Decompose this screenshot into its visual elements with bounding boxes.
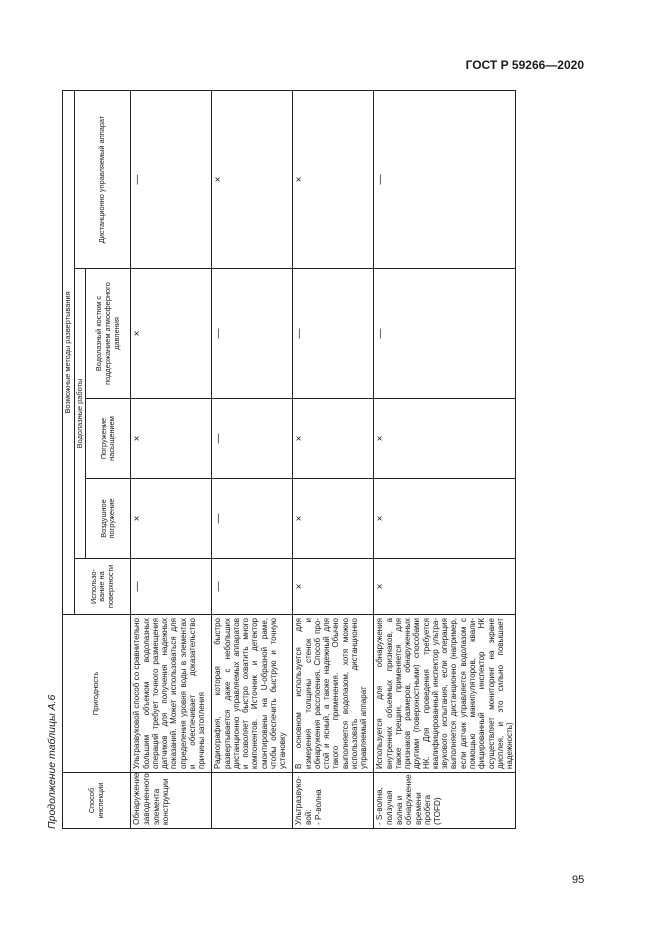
- suitability-cell: В основном используется для измерения толщины стенок и обнаружения расслоения. Способ простой и ясный, а также надежный для такого применения. Обычно выполняется водолазом, хотя можно использовать дистанционно управляемый аппарат: [293, 615, 374, 773]
- surface-use-mark: ×: [293, 559, 374, 615]
- rov-mark: ×: [212, 90, 293, 268]
- rotated-page-content: [46, 91, 520, 829]
- table-row: [374, 90, 516, 828]
- rov-mark: —: [131, 90, 212, 268]
- page-number: 95: [572, 874, 585, 886]
- air-diving-mark: ×: [374, 479, 516, 559]
- surface-use-mark: —: [212, 559, 293, 615]
- atmospheric-suit-mark: —: [293, 269, 374, 399]
- suitability-cell: Радиография, которая быстро развертывается даже с небольших дистанционно управляемых аппаратов и позволяет быстро охватить много компонентов. Источник и детектор смонтированы на U-образной раме, чтобы обеспечить быструю и точную установку: [212, 615, 293, 773]
- rov-mark: —: [374, 90, 516, 268]
- table-caption: Продолжение таблицы А.6: [46, 694, 58, 829]
- air-diving-mark: —: [212, 479, 293, 559]
- method-cell: - S-волна, ползучая волна и обнаружение времени пробега (TOFD): [374, 773, 516, 829]
- header-possible-methods: Возможные методы развертывания: [63, 90, 75, 614]
- table-row: [131, 90, 212, 828]
- method-cell: Ультразвуковой: - Р-волна: [293, 773, 374, 829]
- header-method: Способ инспекции: [63, 773, 131, 829]
- landscape-content: [46, 91, 520, 829]
- saturation-diving-mark: ×: [374, 399, 516, 479]
- suitability-cell: Используется для обнаружения внутренних объемных признаков, а также трещин, применяется для признаков размеров, обнаруженных другими (поверхностными) способами НК. Для проведения требуется квалифицированный инспектор ультразвукового испытания, если операция выполняется дистанционно (например, если датчик управляется водолазом с помощью манипуляторов, квалифицированный инспектор НК осуществляет мониторинг на экране дисплея, и это сильно повышает надежность): [374, 615, 516, 773]
- atmospheric-suit-mark: ×: [131, 269, 212, 399]
- header-saturation-diving: Погружение насыщением: [86, 399, 131, 479]
- standard-designation: ГОСТ Р 59266—2020: [465, 58, 584, 72]
- saturation-diving-mark: ×: [293, 399, 374, 479]
- saturation-diving-mark: ×: [131, 399, 212, 479]
- saturation-diving-mark: —: [212, 399, 293, 479]
- suitability-cell: Ультразвуковой способ со сравнительно большим объемом водолазных операций требует точного размещения датчиков для получения надежных показаний. Может использоваться для определения уровня воды в элементах и обеспечивает доказательство причины затопления: [131, 615, 212, 773]
- method-cell: Обнаружение заводненного элемента конструкции: [131, 773, 212, 829]
- surface-use-mark: —: [131, 559, 212, 615]
- inspection-methods-table: [62, 90, 516, 829]
- air-diving-mark: ×: [131, 479, 212, 559]
- header-rov: Дистанционно управляемый аппарат: [74, 90, 131, 268]
- header-surface-use: Использование на поверхности: [74, 559, 131, 615]
- table-row: [293, 90, 374, 828]
- table-row: [212, 90, 293, 828]
- header-atmospheric-suit: Водолазный костюм с поддержанием атмосферного давления: [86, 269, 131, 399]
- header-diving-works: Водолазные работы: [74, 269, 86, 559]
- rov-mark: ×: [293, 90, 374, 268]
- air-diving-mark: ×: [293, 479, 374, 559]
- atmospheric-suit-mark: —: [374, 269, 516, 399]
- method-cell: [212, 773, 293, 829]
- atmospheric-suit-mark: —: [212, 269, 293, 399]
- header-air-diving: Воздушное погружение: [86, 479, 131, 559]
- header-suitability: Пригодность: [63, 615, 131, 773]
- surface-use-mark: ×: [374, 559, 516, 615]
